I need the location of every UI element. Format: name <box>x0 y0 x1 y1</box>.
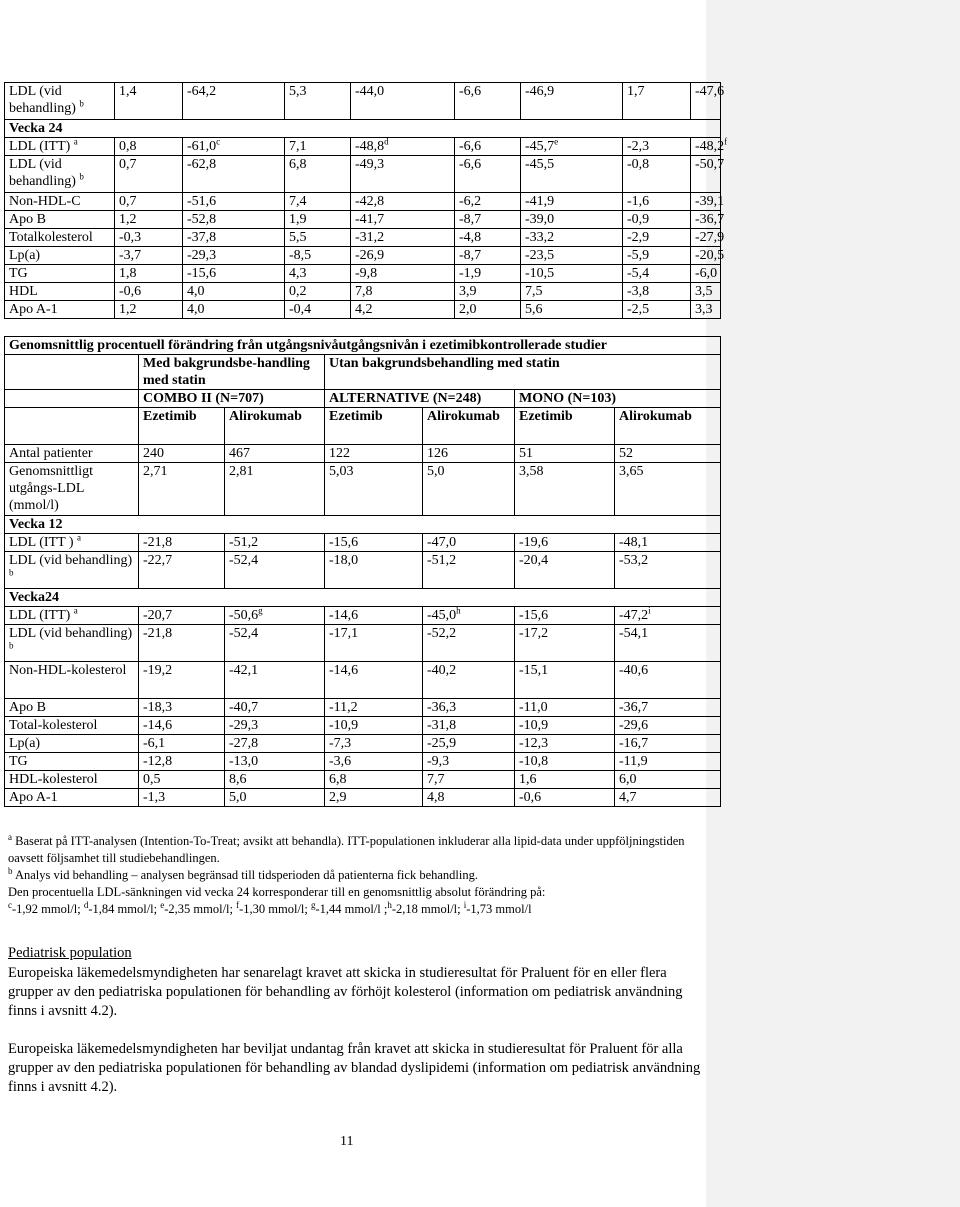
table-cell: -36,3 <box>423 699 515 717</box>
column-header: Alirokumab <box>615 408 721 445</box>
table-cell: 126 <box>423 445 515 463</box>
row-label-text: TG <box>9 266 28 281</box>
row-label-text: Apo A-1 <box>9 790 58 805</box>
table-cell: 7,7 <box>423 771 515 789</box>
row-label-text: TG <box>9 754 28 769</box>
table-cell: -6,6 <box>455 156 521 193</box>
row-label <box>5 789 139 807</box>
row-label-text: Total-kolesterol <box>9 718 98 733</box>
footnote-marker: h <box>456 605 461 616</box>
absolute-change: -1,30 mmol/l; <box>239 902 311 916</box>
row-label <box>5 717 139 735</box>
table-cell: -10,5 <box>521 265 623 283</box>
table-cell: 122 <box>325 445 423 463</box>
table-cell: 4,0 <box>183 301 285 319</box>
footnote-marker: g <box>311 899 316 910</box>
table-cell: -51,6 <box>183 193 285 211</box>
table-cell: 0,8 <box>115 138 183 156</box>
table-cell: -52,2 <box>423 625 515 662</box>
table-cell: -8,7 <box>455 211 521 229</box>
row-label-text: Apo B <box>9 212 46 227</box>
table-cell: -3,7 <box>115 247 183 265</box>
table-cell: 4,7 <box>615 789 721 807</box>
footnote-marker: e <box>554 136 559 147</box>
column-header: Ezetimib <box>325 408 423 445</box>
table-row <box>5 789 721 807</box>
table-cell: -17,1 <box>325 625 423 662</box>
table-cell: -61,0$^c$ <box>183 138 285 156</box>
column-header: Alirokumab <box>423 408 515 445</box>
row-label <box>5 83 115 120</box>
table-cell: 2,9 <box>325 789 423 807</box>
footnote-marker: i <box>648 605 651 616</box>
table-cell: -29,3 <box>183 247 285 265</box>
absolute-change: -2,18 mmol/l; <box>391 902 464 916</box>
table-cell: -26,9 <box>351 247 455 265</box>
table-cell: -62,8 <box>183 156 285 193</box>
footnote-marker: g <box>258 605 263 616</box>
table-cell: -10,9 <box>515 717 615 735</box>
table-row <box>5 516 721 534</box>
study-combo-ii: COMBO II (N=707) <box>139 390 325 408</box>
table-cell: -14,6 <box>139 717 225 735</box>
table-cell: 2,81 <box>225 463 325 516</box>
row-label <box>5 625 139 662</box>
table-cell: -39,1 <box>691 193 721 211</box>
table-cell: -2,9 <box>623 229 691 247</box>
column-header: Alirokumab <box>225 408 325 445</box>
table-cell: -46,9 <box>521 83 623 120</box>
table-cell: -2,3 <box>623 138 691 156</box>
row-label-text: LDL (ITT) <box>9 608 71 623</box>
table-cell: -51,2 <box>225 534 325 552</box>
table-cell: -21,8 <box>139 625 225 662</box>
table-cell: -15,6 <box>515 607 615 625</box>
table-cell: -13,0 <box>225 753 325 771</box>
row-label-text: Lp(a) <box>9 736 41 751</box>
section-title: Pediatrisk population <box>8 945 132 961</box>
table-cell: -4,8 <box>455 229 521 247</box>
table-cell: -11,0 <box>515 699 615 717</box>
table-cell: 2,71 <box>139 463 225 516</box>
row-label-text: HDL <box>9 284 38 299</box>
table-cell: -0,3 <box>115 229 183 247</box>
table-cell: 5,0 <box>423 463 515 516</box>
table-row <box>5 662 721 699</box>
table-cell: -33,2 <box>521 229 623 247</box>
footnote-marker: f <box>236 899 240 910</box>
table-cell: -31,8 <box>423 717 515 735</box>
absolute-change: -2,35 mmol/l; <box>164 902 237 916</box>
row-label <box>5 193 115 211</box>
table-cell: -52,8 <box>183 211 285 229</box>
table-cell: -2,5 <box>623 301 691 319</box>
table-cell: -48,8$^d$ <box>351 138 455 156</box>
table-cell: -15,1 <box>515 662 615 699</box>
table-cell: -52,4 <box>225 552 325 589</box>
table-cell: 1,2 <box>115 211 183 229</box>
table-row <box>5 120 721 138</box>
table-cell: -21,8 <box>139 534 225 552</box>
row-label <box>5 211 115 229</box>
table-cell: -29,3 <box>225 717 325 735</box>
table-row <box>5 607 721 625</box>
row-label-text: Genomsnittligt utgångs-LDL (mmol/l) <box>9 464 93 513</box>
table-cell: 0,7 <box>115 156 183 193</box>
table-cell: -64,2 <box>183 83 285 120</box>
table-row <box>5 229 721 247</box>
footnote-marker: b <box>79 171 84 182</box>
row-label-text: Antal patienter <box>9 446 93 461</box>
row-label <box>5 445 139 463</box>
table-cell: -51,2 <box>423 552 515 589</box>
table-cell: -42,1 <box>225 662 325 699</box>
table-cell: 5,03 <box>325 463 423 516</box>
table-cell: -6,0 <box>691 265 721 283</box>
table-cell: -16,7 <box>615 735 721 753</box>
row-label <box>5 156 115 193</box>
row-label <box>5 552 139 589</box>
table-cell: -7,3 <box>325 735 423 753</box>
section-header-row: Vecka 12 <box>5 516 721 534</box>
row-label <box>5 247 115 265</box>
ezetimib-comparison-table <box>4 336 721 807</box>
row-label <box>5 534 139 552</box>
footnote-marker: b <box>79 98 84 109</box>
table-cell: -40,7 <box>225 699 325 717</box>
column-header: Ezetimib <box>139 408 225 445</box>
table-cell: -37,8 <box>183 229 285 247</box>
table-cell: -14,6 <box>325 607 423 625</box>
table-cell: -45,0$^h$ <box>423 607 515 625</box>
row-label-text: HDL-kolesterol <box>9 772 98 787</box>
table-cell: 1,8 <box>115 265 183 283</box>
row-label <box>5 771 139 789</box>
paragraph: Europeiska läkemedelsmyndigheten har beviljat undantag från kravet att skicka in studieresultat för Praluent för alla grupper av den pediatriska populationen för behandling av blandad dyslipidemi (information om pediatrisk användning finns i avsnitt 4.2). <box>8 1041 701 1095</box>
table-cell: 3,65 <box>615 463 721 516</box>
table-cell: -15,6 <box>183 265 285 283</box>
table-cell: -49,3 <box>351 156 455 193</box>
table-row <box>5 717 721 735</box>
row-label-text: LDL (vid behandling) <box>9 553 133 568</box>
table-cell: -1,6 <box>623 193 691 211</box>
table-cell: -0,4 <box>285 301 351 319</box>
table-cell: 0,2 <box>285 283 351 301</box>
table-cell: -11,2 <box>325 699 423 717</box>
row-label-text: LDL (vid behandling) <box>9 157 76 189</box>
footnote-marker: f <box>724 136 728 147</box>
footnote-absolute-values <box>8 901 708 918</box>
table-cell: -23,5 <box>521 247 623 265</box>
table-cell: -12,3 <box>515 735 615 753</box>
table-cell: -0,9 <box>623 211 691 229</box>
table-cell: -45,5 <box>521 156 623 193</box>
row-label <box>5 607 139 625</box>
table-cell: 7,8 <box>351 283 455 301</box>
table-cell: -45,7e <box>521 138 623 156</box>
table-row <box>5 445 721 463</box>
absolute-change: -1,73 mmol/l <box>466 902 532 916</box>
row-label-text: Totalkolesterol <box>9 230 93 245</box>
table-cell: -19,2 <box>139 662 225 699</box>
table-cell: 4,8 <box>423 789 515 807</box>
table-row <box>5 301 721 319</box>
table-cell: -20,7 <box>139 607 225 625</box>
table-cell: -53,2 <box>615 552 721 589</box>
row-label <box>5 283 115 301</box>
table-cell: 4,3 <box>285 265 351 283</box>
table-row <box>5 625 721 662</box>
group-without-statin: Utan bakgrundsbehandling med statin <box>325 355 721 390</box>
table-cell: 3,3 <box>691 301 721 319</box>
table-cell: -17,2 <box>515 625 615 662</box>
row-label <box>5 463 139 516</box>
table-cell: 2,0 <box>455 301 521 319</box>
absolute-change: -1,44 mmol/l ; <box>315 902 388 916</box>
table-cell: 4,2 <box>351 301 455 319</box>
table-row <box>5 83 721 120</box>
study-mono: MONO (N=103) <box>515 390 721 408</box>
table-cell: -40,2 <box>423 662 515 699</box>
table-cell: -15,6 <box>325 534 423 552</box>
table-cell: -41,9 <box>521 193 623 211</box>
table-cell: 5,5 <box>285 229 351 247</box>
table-cell: -54,1 <box>615 625 721 662</box>
table-cell: -50,6$^g$ <box>225 607 325 625</box>
table-cell: 6,0 <box>615 771 721 789</box>
table-cell: -44,0 <box>351 83 455 120</box>
table-cell: -36,7 <box>615 699 721 717</box>
table-cell: -48,1 <box>615 534 721 552</box>
table-row <box>5 699 721 717</box>
table-row <box>5 589 721 607</box>
footnote-marker: i <box>463 899 467 910</box>
table-cell: -40,6 <box>615 662 721 699</box>
table-cell: -48,2$^f$ <box>691 138 721 156</box>
footnote-marker: b <box>9 567 14 578</box>
table-cell: -22,7 <box>139 552 225 589</box>
table-cell: 51 <box>515 445 615 463</box>
row-label <box>5 662 139 699</box>
footnote-b: $^b$ Analys vid behandling – analysen begränsad till tidsperioden då patienterna fick behandling. <box>8 865 478 882</box>
table-cell: 1,2 <box>115 301 183 319</box>
table-cell: -8,7 <box>455 247 521 265</box>
footnote-marker: a <box>73 605 78 616</box>
table-cell: 7,4 <box>285 193 351 211</box>
table-cell: -0,6 <box>515 789 615 807</box>
row-label-text: Lp(a) <box>9 248 41 263</box>
footnote-a: $^a$ Baserat på ITT-analysen (Intention-To-Treat; avsikt att behandla). ITT-populationen inkluderar alla lipid-data under uppföljningstiden oavsett följsamhet till studiebehandlingen. <box>8 831 685 865</box>
table-cell: -29,6 <box>615 717 721 735</box>
table-title: Genomsnittlig procentuell förändring från utgångsnivåutgångsnivån i ezetimibkontrollerade studier <box>5 337 721 355</box>
table-cell: -6,1 <box>139 735 225 753</box>
footnote-marker: h <box>387 899 392 910</box>
table-cell: -5,9 <box>623 247 691 265</box>
row-label-text: Apo A-1 <box>9 302 58 317</box>
table-cell: -10,8 <box>515 753 615 771</box>
footnote-marker: b <box>9 640 14 651</box>
absolute-change: -1,92 mmol/l; <box>12 902 84 916</box>
table-cell: 3,5 <box>691 283 721 301</box>
table-cell: -9,8 <box>351 265 455 283</box>
page-number: 11 <box>340 1134 354 1149</box>
empty-cell <box>5 390 139 408</box>
table-cell: -36,7 <box>691 211 721 229</box>
footnote-marker: c <box>216 136 221 147</box>
table-cell: -3,8 <box>623 283 691 301</box>
row-label <box>5 229 115 247</box>
row-label-text: Non-HDL-C <box>9 194 81 209</box>
table-cell: -10,9 <box>325 717 423 735</box>
table-cell: 1,9 <box>285 211 351 229</box>
table-cell: 3,58 <box>515 463 615 516</box>
table-row <box>5 771 721 789</box>
results-table-continued <box>4 82 728 319</box>
table-cell: -11,9 <box>615 753 721 771</box>
comment-sidebar <box>706 0 960 1207</box>
table-cell: -18,3 <box>139 699 225 717</box>
row-label <box>5 735 139 753</box>
table-row <box>5 552 721 589</box>
row-label <box>5 699 139 717</box>
row-label-text: Apo B <box>9 700 46 715</box>
table-row <box>5 138 721 156</box>
table-cell: -8,5 <box>285 247 351 265</box>
footnote-marker: d <box>384 136 389 147</box>
empty-cell <box>5 355 139 390</box>
table-row <box>5 247 721 265</box>
table-cell: -47,6 <box>691 83 721 120</box>
table-cell: 3,9 <box>455 283 521 301</box>
table-cell: -14,6 <box>325 662 423 699</box>
table-cell: 6,8 <box>285 156 351 193</box>
table-cell: -31,2 <box>351 229 455 247</box>
table-cell: 52 <box>615 445 721 463</box>
table-row <box>5 265 721 283</box>
paragraph: Europeiska läkemedelsmyndigheten har senarelagt kravet att skicka in studieresultat för Praluent för en eller flera grupper av den pediatriska populationen för behandling av förhöjt kolesterol (information om pediatrisk användning finns i avsnitt 4.2). <box>8 965 683 1019</box>
table-cell: 5,3 <box>285 83 351 120</box>
row-label-text: LDL (ITT ) <box>9 535 74 550</box>
row-label-text: LDL (vid behandling) <box>9 626 133 641</box>
table-cell: 0,5 <box>139 771 225 789</box>
table-cell: -1,3 <box>139 789 225 807</box>
table-row <box>5 193 721 211</box>
footnote-absolute: Den procentuella LDL-sänkningen vid vecka 24 korresponderar till en genomsnittlig absolut förändring på: <box>8 885 546 899</box>
table-cell: 1,4 <box>115 83 183 120</box>
table-cell: 6,8 <box>325 771 423 789</box>
footnote-marker: a <box>73 136 78 147</box>
table-cell: -9,3 <box>423 753 515 771</box>
row-label <box>5 301 115 319</box>
table-cell: -12,8 <box>139 753 225 771</box>
table-cell: -6,2 <box>455 193 521 211</box>
table-cell: 1,7 <box>623 83 691 120</box>
table-row <box>5 211 721 229</box>
table-cell: -47,2$^i$ <box>615 607 721 625</box>
table-row <box>5 463 721 516</box>
table-row <box>5 156 721 193</box>
table-cell: 0,7 <box>115 193 183 211</box>
table-cell: -20,5 <box>691 247 721 265</box>
footnote-marker: d <box>83 899 89 910</box>
table-cell: 7,5 <box>521 283 623 301</box>
table-cell: -27,8 <box>225 735 325 753</box>
empty-cell <box>5 408 139 445</box>
table-cell: 4,0 <box>183 283 285 301</box>
table-cell: -50,7 <box>691 156 721 193</box>
footnote-marker: a <box>77 532 82 543</box>
section-header-row: Vecka24 <box>5 589 721 607</box>
table-cell: -25,9 <box>423 735 515 753</box>
table-cell: -18,0 <box>325 552 423 589</box>
table-cell: -42,8 <box>351 193 455 211</box>
group-with-statin: Med bakgrundsbe-handling med statin <box>139 355 325 390</box>
table-cell: -27,9 <box>691 229 721 247</box>
row-label-text: LDL (ITT) <box>9 139 71 154</box>
row-label-text: LDL (vid behandling) <box>9 84 76 116</box>
table-cell: 5,0 <box>225 789 325 807</box>
footnote-marker: c <box>8 899 12 910</box>
table-row <box>5 753 721 771</box>
row-label-text: Non-HDL-kolesterol <box>9 663 127 678</box>
table-cell: 467 <box>225 445 325 463</box>
table-cell: -6,6 <box>455 138 521 156</box>
table-cell: -5,4 <box>623 265 691 283</box>
column-header: Ezetimib <box>515 408 615 445</box>
table-cell: 5,6 <box>521 301 623 319</box>
table-cell: -47,0 <box>423 534 515 552</box>
row-label <box>5 138 115 156</box>
table-cell: 8,6 <box>225 771 325 789</box>
table-cell: 7,1 <box>285 138 351 156</box>
table-row <box>5 735 721 753</box>
absolute-change: -1,84 mmol/l; <box>88 902 161 916</box>
footnote-marker: e <box>160 899 165 910</box>
table-cell: -39,0 <box>521 211 623 229</box>
section-header-row: Vecka 24 <box>5 120 721 138</box>
table-cell: 1,6 <box>515 771 615 789</box>
table-cell: -3,6 <box>325 753 423 771</box>
row-label <box>5 265 115 283</box>
table-cell: -1,9 <box>455 265 521 283</box>
table-cell: -6,6 <box>455 83 521 120</box>
table-cell: -19,6 <box>515 534 615 552</box>
table-cell: -52,4 <box>225 625 325 662</box>
table-cell: -0,8 <box>623 156 691 193</box>
footnotes <box>8 833 708 918</box>
table-cell: 240 <box>139 445 225 463</box>
study-alternative: ALTERNATIVE (N=248) <box>325 390 515 408</box>
row-label <box>5 753 139 771</box>
table-row <box>5 283 721 301</box>
table-cell: -20,4 <box>515 552 615 589</box>
table-row <box>5 534 721 552</box>
table-cell: -41,7 <box>351 211 455 229</box>
table-cell: -0,6 <box>115 283 183 301</box>
